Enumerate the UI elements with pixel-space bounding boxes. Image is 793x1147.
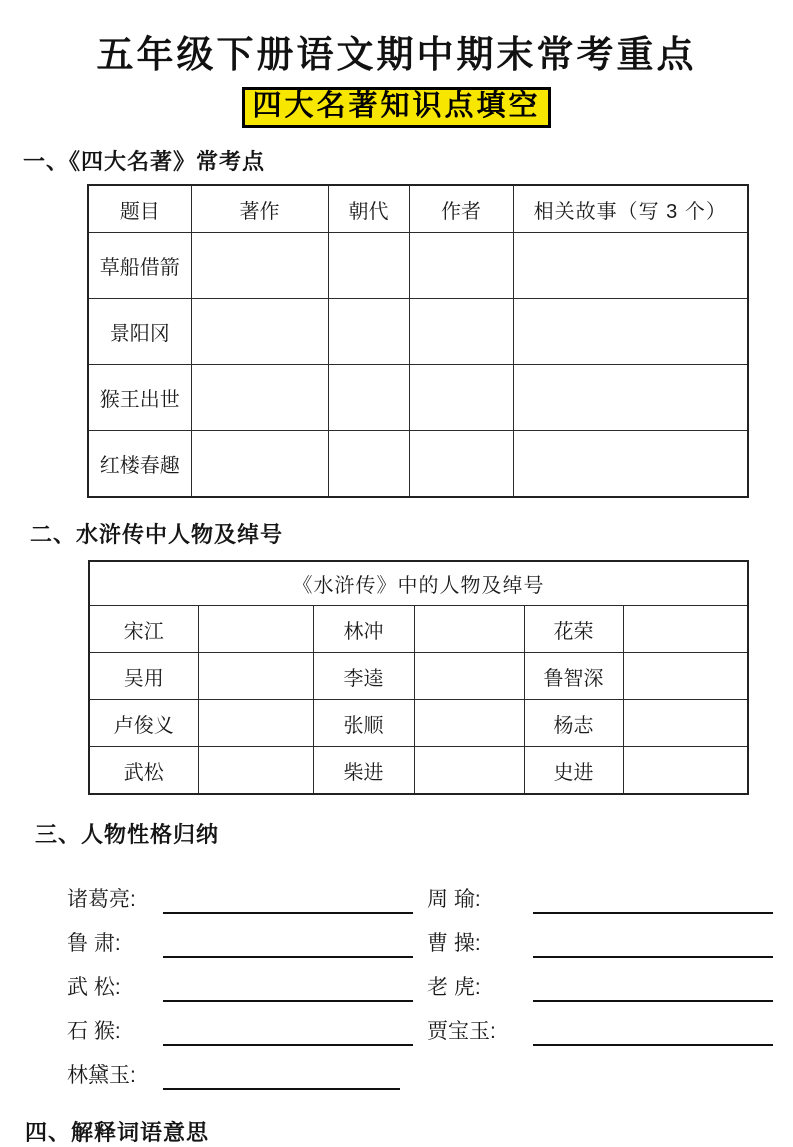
fill-blank-line [533,978,773,1002]
nickname-blank-cell [198,747,313,794]
blank-cell [513,233,748,299]
fill-blank-line [163,1022,413,1046]
fill-label: 林黛玉: [67,1063,136,1087]
character-traits-fill-area [67,870,793,1090]
classics-table [87,184,749,498]
fill-label: 周 瑜: [427,887,481,911]
blank-cell [513,299,748,365]
blank-cell [328,299,409,365]
fill-blank-line [163,890,413,914]
table-row [89,747,748,794]
column-header-related-stories: 相关故事（写 3 个） [513,185,748,233]
character-name-cell: 李逵 [313,653,414,700]
nickname-blank-cell [623,747,748,794]
fill-label: 老 虎: [427,975,481,999]
blank-cell [191,299,328,365]
fill-blank-line [163,934,413,958]
nickname-blank-cell [198,653,313,700]
blank-cell [409,431,513,497]
table-row [88,365,748,431]
fill-label: 诸葛亮: [67,887,136,911]
nickname-blank-cell [414,747,524,794]
fill-blank-line [533,1022,773,1046]
table-row [89,653,748,700]
column-header-work: 著作 [191,185,328,233]
fill-row [67,914,793,958]
table-row [89,606,748,653]
shuihu-table-title-row [89,561,748,606]
table-row [88,233,748,299]
fill-row [67,1046,793,1090]
blank-cell [409,299,513,365]
nickname-blank-cell [198,606,313,653]
fill-label: 贾宝玉: [427,1019,496,1043]
nickname-blank-cell [623,700,748,747]
row-label: 红楼春趣 [88,431,191,497]
fill-row [67,958,793,1002]
fill-blank-line [163,978,413,1002]
blank-cell [191,233,328,299]
blank-cell [513,365,748,431]
nickname-blank-cell [414,700,524,747]
fill-label: 石 猴: [67,1019,121,1043]
column-header-author: 作者 [409,185,513,233]
blank-cell [328,233,409,299]
shuihu-table [88,560,749,795]
character-name-cell: 柴进 [313,747,414,794]
nickname-blank-cell [414,653,524,700]
section-1-heading: 一、《四大名著》常考点 [23,148,266,174]
table-row [88,431,748,497]
section-3-heading: 三、人物性格归纳 [35,821,220,847]
blank-cell [328,365,409,431]
fill-label: 曹 操: [427,931,481,955]
fill-blank-line [533,890,773,914]
fill-label: 鲁 肃: [67,931,121,955]
nickname-blank-cell [623,606,748,653]
fill-row [67,870,793,914]
nickname-blank-cell [623,653,748,700]
section-2-heading: 二、水浒传中人物及绰号 [30,521,284,547]
character-name-cell: 花荣 [524,606,623,653]
character-name-cell: 鲁智深 [524,653,623,700]
page-title: 五年级下册语文期中期末常考重点 [96,34,697,75]
blank-cell [191,431,328,497]
character-name-cell: 张顺 [313,700,414,747]
fill-blank-line [163,1066,400,1090]
classics-table-header-row [88,185,748,233]
table-row [89,700,748,747]
fill-label: 武 松: [67,975,121,999]
fill-blank-line [533,934,773,958]
character-name-cell: 吴用 [89,653,198,700]
character-name-cell: 宋江 [89,606,198,653]
shuihu-table-title: 《水浒传》中的人物及绰号 [89,561,748,606]
row-label: 草船借箭 [88,233,191,299]
blank-cell [409,365,513,431]
section-4-heading: 四、解释词语意思 [25,1119,210,1145]
blank-cell [191,365,328,431]
page-subtitle-highlight: 四大名著知识点填空 [242,87,550,128]
blank-cell [328,431,409,497]
subtitle-wrap [0,87,793,128]
nickname-blank-cell [414,606,524,653]
blank-cell [409,233,513,299]
character-name-cell: 卢俊义 [89,700,198,747]
column-header-topic: 题目 [88,185,191,233]
row-label: 猴王出世 [88,365,191,431]
character-name-cell: 武松 [89,747,198,794]
row-label: 景阳冈 [88,299,191,365]
column-header-dynasty: 朝代 [328,185,409,233]
character-name-cell: 杨志 [524,700,623,747]
blank-cell [513,431,748,497]
character-name-cell: 林冲 [313,606,414,653]
nickname-blank-cell [198,700,313,747]
character-name-cell: 史进 [524,747,623,794]
table-row [88,299,748,365]
fill-row [67,1002,793,1046]
